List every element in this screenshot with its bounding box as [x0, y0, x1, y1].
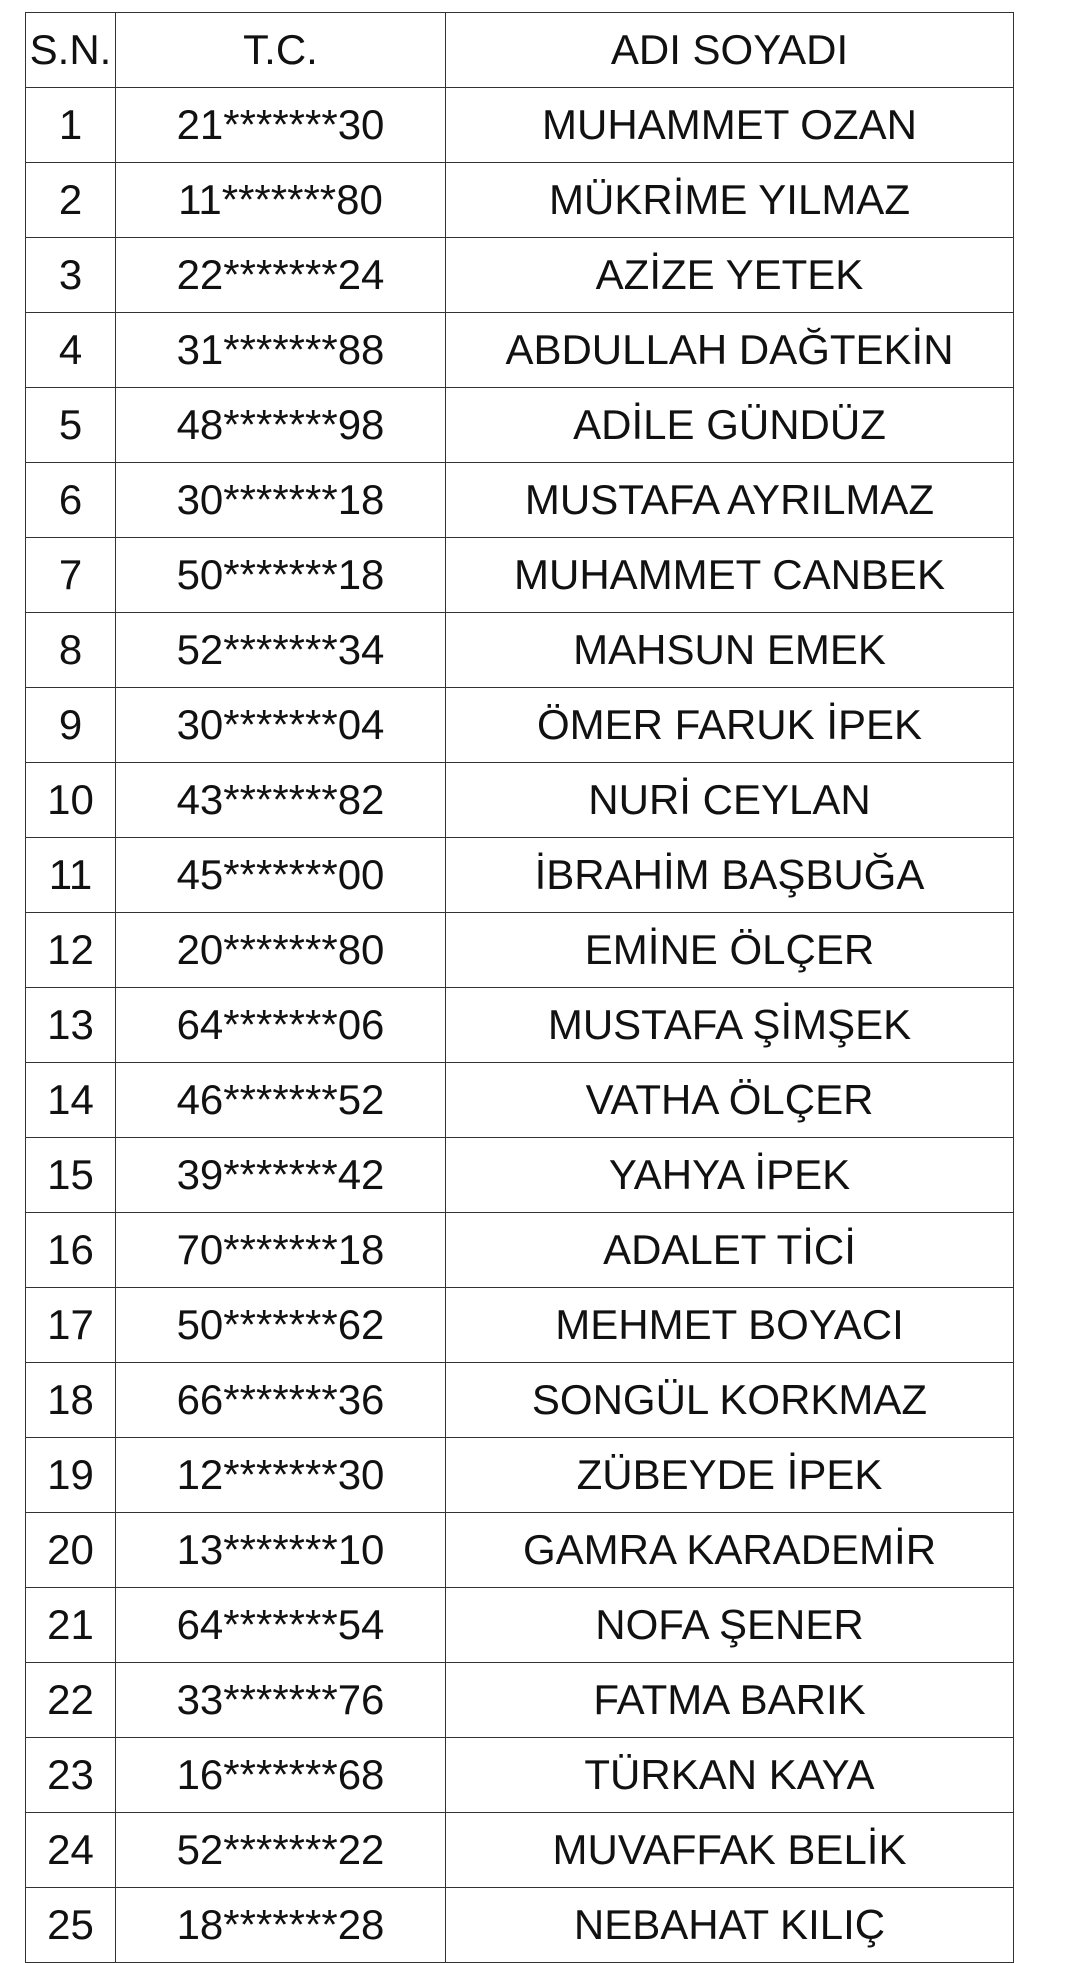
header-row	[26, 13, 1014, 88]
cell-serial-number: 11	[26, 838, 116, 913]
cell-full-name: MUSTAFA ŞİMŞEK	[446, 988, 1014, 1063]
cell-serial-number: 14	[26, 1063, 116, 1138]
header-serial-number: S.N.	[26, 13, 116, 88]
cell-serial-number: 19	[26, 1438, 116, 1513]
cell-serial-number: 23	[26, 1738, 116, 1813]
table-row	[26, 613, 1014, 688]
cell-full-name: MÜKRİME YILMAZ	[446, 163, 1014, 238]
cell-serial-number: 24	[26, 1813, 116, 1888]
table-row	[26, 988, 1014, 1063]
cell-serial-number: 20	[26, 1513, 116, 1588]
cell-full-name: NOFA ŞENER	[446, 1588, 1014, 1663]
cell-full-name: ZÜBEYDE İPEK	[446, 1438, 1014, 1513]
table-row	[26, 463, 1014, 538]
table-row	[26, 1213, 1014, 1288]
table-row	[26, 538, 1014, 613]
table-row	[26, 313, 1014, 388]
cell-id-number: 43*******82	[116, 763, 446, 838]
cell-serial-number: 9	[26, 688, 116, 763]
cell-full-name: MUHAMMET OZAN	[446, 88, 1014, 163]
name-list-table	[25, 12, 1014, 1963]
cell-id-number: 30*******04	[116, 688, 446, 763]
cell-id-number: 64*******06	[116, 988, 446, 1063]
cell-full-name: İBRAHİM BAŞBUĞA	[446, 838, 1014, 913]
cell-serial-number: 3	[26, 238, 116, 313]
cell-full-name: SONGÜL KORKMAZ	[446, 1363, 1014, 1438]
table-row	[26, 238, 1014, 313]
cell-full-name: MUVAFFAK BELİK	[446, 1813, 1014, 1888]
cell-full-name: VATHA ÖLÇER	[446, 1063, 1014, 1138]
cell-serial-number: 8	[26, 613, 116, 688]
cell-serial-number: 17	[26, 1288, 116, 1363]
table-row	[26, 1513, 1014, 1588]
cell-full-name: MUSTAFA AYRILMAZ	[446, 463, 1014, 538]
cell-full-name: MUHAMMET CANBEK	[446, 538, 1014, 613]
cell-id-number: 39*******42	[116, 1138, 446, 1213]
cell-id-number: 66*******36	[116, 1363, 446, 1438]
table-row	[26, 163, 1014, 238]
cell-full-name: ABDULLAH DAĞTEKİN	[446, 313, 1014, 388]
cell-full-name: FATMA BARIK	[446, 1663, 1014, 1738]
cell-serial-number: 22	[26, 1663, 116, 1738]
cell-id-number: 70*******18	[116, 1213, 446, 1288]
cell-serial-number: 6	[26, 463, 116, 538]
table-row	[26, 688, 1014, 763]
cell-id-number: 30*******18	[116, 463, 446, 538]
table-row	[26, 1438, 1014, 1513]
header-id-number: T.C.	[116, 13, 446, 88]
cell-serial-number: 4	[26, 313, 116, 388]
cell-full-name: ADİLE GÜNDÜZ	[446, 388, 1014, 463]
cell-serial-number: 21	[26, 1588, 116, 1663]
cell-id-number: 12*******30	[116, 1438, 446, 1513]
cell-serial-number: 18	[26, 1363, 116, 1438]
cell-id-number: 64*******54	[116, 1588, 446, 1663]
table-row	[26, 913, 1014, 988]
cell-id-number: 52*******34	[116, 613, 446, 688]
cell-full-name: AZİZE YETEK	[446, 238, 1014, 313]
cell-serial-number: 25	[26, 1888, 116, 1963]
cell-id-number: 21*******30	[116, 88, 446, 163]
header-full-name: ADI SOYADI	[446, 13, 1014, 88]
table-row	[26, 838, 1014, 913]
cell-id-number: 20*******80	[116, 913, 446, 988]
cell-serial-number: 5	[26, 388, 116, 463]
cell-full-name: MAHSUN EMEK	[446, 613, 1014, 688]
cell-full-name: EMİNE ÖLÇER	[446, 913, 1014, 988]
cell-id-number: 45*******00	[116, 838, 446, 913]
cell-serial-number: 7	[26, 538, 116, 613]
cell-id-number: 16*******68	[116, 1738, 446, 1813]
cell-id-number: 46*******52	[116, 1063, 446, 1138]
table-body	[26, 88, 1014, 1963]
table-row	[26, 388, 1014, 463]
table-row	[26, 1288, 1014, 1363]
cell-full-name: GAMRA KARADEMİR	[446, 1513, 1014, 1588]
cell-serial-number: 15	[26, 1138, 116, 1213]
table-row	[26, 763, 1014, 838]
cell-full-name: NURİ CEYLAN	[446, 763, 1014, 838]
cell-full-name: NEBAHAT KILIÇ	[446, 1888, 1014, 1963]
table-row	[26, 1363, 1014, 1438]
table-row	[26, 1138, 1014, 1213]
table-row	[26, 1888, 1014, 1963]
table-row	[26, 1813, 1014, 1888]
cell-id-number: 50*******62	[116, 1288, 446, 1363]
cell-serial-number: 2	[26, 163, 116, 238]
cell-id-number: 18*******28	[116, 1888, 446, 1963]
cell-full-name: TÜRKAN KAYA	[446, 1738, 1014, 1813]
table-row	[26, 88, 1014, 163]
cell-id-number: 33*******76	[116, 1663, 446, 1738]
cell-serial-number: 1	[26, 88, 116, 163]
cell-id-number: 50*******18	[116, 538, 446, 613]
cell-full-name: ADALET TİCİ	[446, 1213, 1014, 1288]
table-row	[26, 1663, 1014, 1738]
cell-id-number: 31*******88	[116, 313, 446, 388]
cell-serial-number: 10	[26, 763, 116, 838]
cell-serial-number: 12	[26, 913, 116, 988]
cell-full-name: MEHMET BOYACI	[446, 1288, 1014, 1363]
cell-id-number: 52*******22	[116, 1813, 446, 1888]
cell-serial-number: 16	[26, 1213, 116, 1288]
cell-full-name: YAHYA İPEK	[446, 1138, 1014, 1213]
cell-id-number: 48*******98	[116, 388, 446, 463]
cell-serial-number: 13	[26, 988, 116, 1063]
table-row	[26, 1738, 1014, 1813]
table-row	[26, 1588, 1014, 1663]
cell-full-name: ÖMER FARUK İPEK	[446, 688, 1014, 763]
cell-id-number: 13*******10	[116, 1513, 446, 1588]
cell-id-number: 11*******80	[116, 163, 446, 238]
table-row	[26, 1063, 1014, 1138]
cell-id-number: 22*******24	[116, 238, 446, 313]
